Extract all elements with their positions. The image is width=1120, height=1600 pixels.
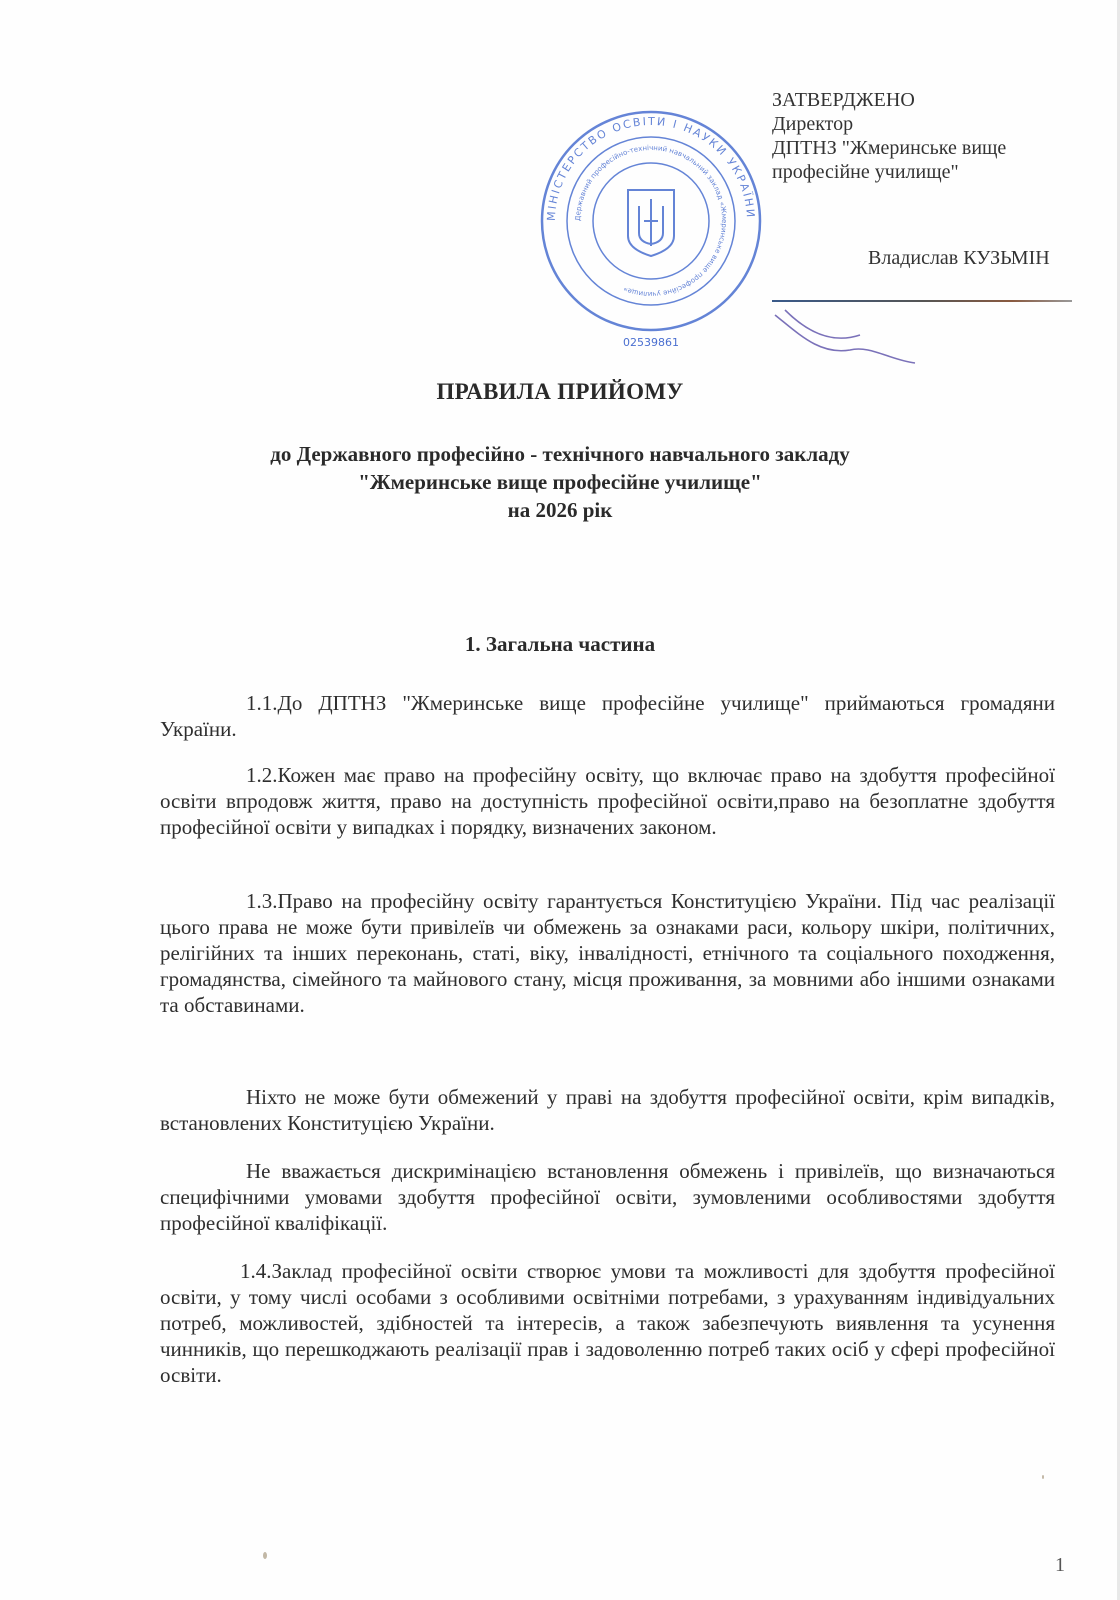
- subtitle-line-1: до Державного професійно - технічного навчального закладу: [270, 442, 850, 466]
- official-stamp-icon: [540, 110, 762, 332]
- scan-speck: [263, 1552, 267, 1559]
- approval-block: [772, 88, 1112, 270]
- paragraph: 1.4.Заклад професійної освіти створює умови та можливості для здобуття професійної освіти, у тому числі особами з особливими освітніми потребами, з урахуванням індивідуальних потреб, можливостей, здібностей та інтересів, а також забезпечують виявлення та усунення чинників, що перешкоджають реалізації прав і задоволенню потреб таких осіб у сфері професійної освіти.: [160, 1259, 1055, 1387]
- scan-speck: [1042, 1475, 1044, 1479]
- trident-icon: [628, 190, 674, 256]
- paragraph: Ніхто не може бути обмежений у праві на здобуття професійної освіти, крім випадків, встановлених Конституцією України.: [160, 1085, 1055, 1135]
- document-subtitle: [0, 440, 1120, 524]
- approval-heading: ЗАТВЕРДЖЕНО: [772, 89, 915, 111]
- signature-line: [772, 300, 1072, 302]
- approval-org-line1: ДПТНЗ "Жмеринське вище: [772, 137, 1007, 159]
- document-title: ПРАВИЛА ПРИЙОМУ: [436, 379, 684, 404]
- paragraph: 1.1.До ДПТНЗ "Жмеринське вище професійне училище" приймаються громадяни України.: [160, 691, 1055, 741]
- stamp-outer-text: МІНІСТЕРСТВО ОСВІТИ І НАУКИ УКРАЇНИ: [544, 114, 758, 222]
- page-number: 1: [1055, 1554, 1065, 1576]
- stamp-inner-text: Державний професійно-технічний навчальний заклад «Жмеринське вище професійне училище»: [573, 143, 729, 299]
- paragraph: 1.3.Право на професійну освіту гарантується Конституцією України. Під час реалізації цього права не може бути привілеїв чи обмежень за ознаками раси, кольору шкіри, політичних, релігійних та інших переконань, статі, віку, інвалідності, етнічного та соціального походження, громадянства, сімейного та майнового стану, місця проживання, за мовними або іншими ознаками та обставинами.: [160, 889, 1055, 1017]
- paragraph: 1.2.Кожен має право на професійну освіту, що включає право на здобуття професійної освіти впродовж життя, право на доступність професійної освіти,право на безоплатне здобуття професійної освіти у випадках і порядку, визначених законом.: [160, 763, 1055, 839]
- subtitle-line-2: "Жмеринське вище професійне училище": [358, 470, 762, 494]
- signature-icon: [770, 305, 920, 365]
- section-heading: 1. Загальна частина: [464, 632, 656, 656]
- approval-org-line2: професійне училище": [772, 161, 959, 183]
- paragraph: Не вважається дискримінацією встановлення обмежень і привілеїв, що визначаються специфічними умовами здобуття професійної освіти, зумовленими особливостями здобуття професійної кваліфікації.: [160, 1159, 1055, 1235]
- approval-signatory: Владислав КУЗЬМІН: [868, 247, 1050, 269]
- subtitle-line-3: на 2026 рік: [507, 498, 613, 522]
- stamp-code: 02539861: [623, 336, 679, 349]
- approval-position: Директор: [772, 113, 854, 135]
